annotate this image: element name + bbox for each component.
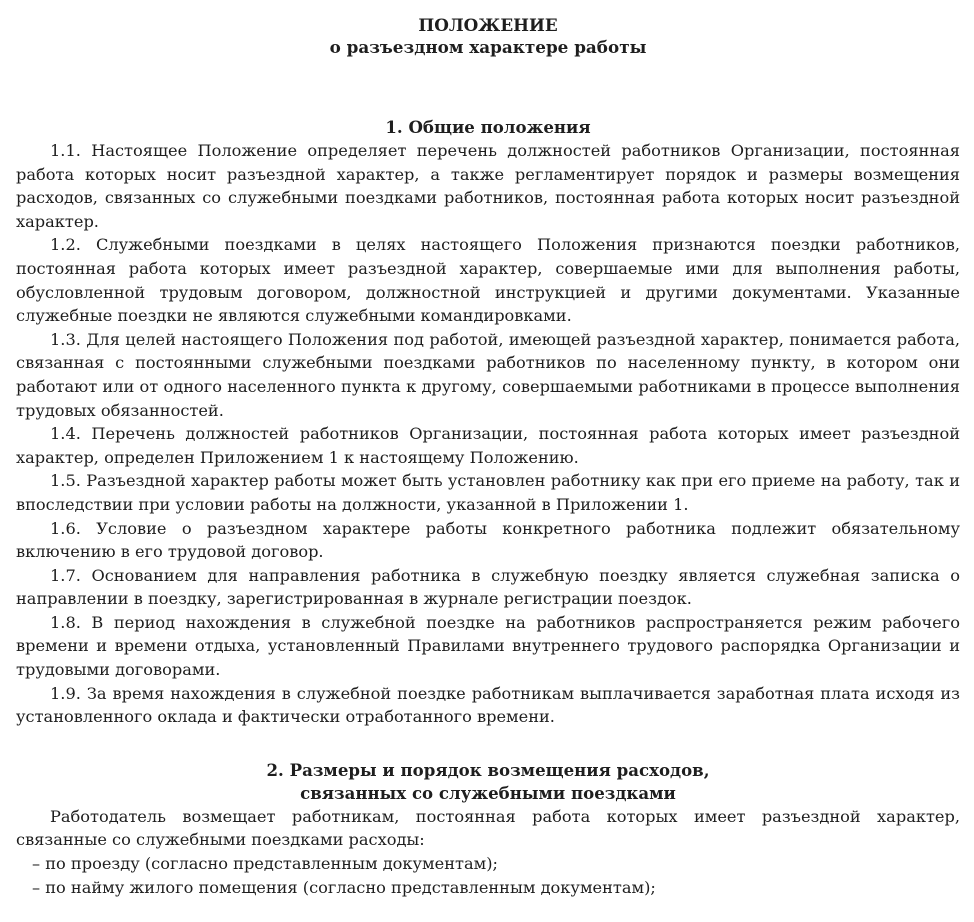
section-2 [16, 759, 960, 899]
section-2-heading-line-2: связанных со служебными поездками [300, 782, 676, 803]
section-1 [16, 116, 960, 729]
section-2-intro: Работодатель возмещает работникам, постоянная работа которых имеет разъездной характер, связанные со служебными поездками расходы: [16, 806, 960, 850]
section-1-heading: 1. Общие положения [385, 117, 591, 137]
paragraph-1-8: 1.8. В период нахождения в служебной поездке на работников распространяется режим рабочего времени и времени отдыха, установленный Правилами внутреннего трудового распорядка Организации и трудовыми договорами. [16, 612, 960, 680]
paragraph-1-3: 1.3. Для целей настоящего Положения под работой, имеющей разъездной характер, понимается работа, связанная с постоянными служебными поездками работников по населенному пункту, в котором они работают или от одного населенного пункта к другому, совершаемыми работниками в процессе выполнения трудовых обязанностей. [16, 329, 960, 420]
paragraph-1-6: 1.6. Условие о разъездном характере работы конкретного работника подлежит обязательному включению в его трудовой договор. [16, 518, 960, 562]
paragraph-1-2: 1.2. Служебными поездками в целях настоящего Положения признаются поездки работников, постоянная работа которых имеет разъездной характер, совершаемые ими для выполнения работы, обусловленной трудовым договором, должностной инструкцией и другими документами. Указанные служебные поездки не являются служебными командировками. [16, 235, 960, 326]
paragraph-1-7: 1.7. Основанием для направления работника в служебную поездку является служебная записка о направлении в поездку, зарегистрированная в журнале регистрации поездок. [16, 565, 960, 609]
list-item-travel: – по проезду (согласно представленным документам); [32, 854, 498, 874]
paragraph-1-1: 1.1. Настоящее Положение определяет перечень должностей работников Организации, постоянная работа которых носит разъездной характер, а также регламентирует порядок и размеры возмещения расходов, связанных со служебными поездками работников, постоянная работа которых носит разъездной характер. [16, 141, 960, 231]
document-title: ПОЛОЖЕНИЕ [418, 15, 558, 35]
paragraph-1-9: 1.9. За время нахождения в служебной поездке работникам выплачивается заработная плата исходя из установленного оклада и фактически отработанного времени. [16, 683, 960, 727]
paragraph-1-5: 1.5. Разъездной характер работы может быть установлен работнику как при его приеме на работу, так и впоследствии при условии работы на должности, указанной в Приложении 1. [16, 471, 960, 514]
paragraph-1-4: 1.4. Перечень должностей работников Организации, постоянная работа которых имеет разъездной характер, определен Приложением 1 к настоящему Положению. [16, 424, 960, 467]
section-2-heading-line-1: 2. Размеры и порядок возмещения расходов, [266, 759, 710, 780]
list-item-housing: – по найму жилого помещения (согласно представленным документам); [32, 877, 656, 897]
document-subtitle: о разъездном характере работы [329, 37, 647, 57]
